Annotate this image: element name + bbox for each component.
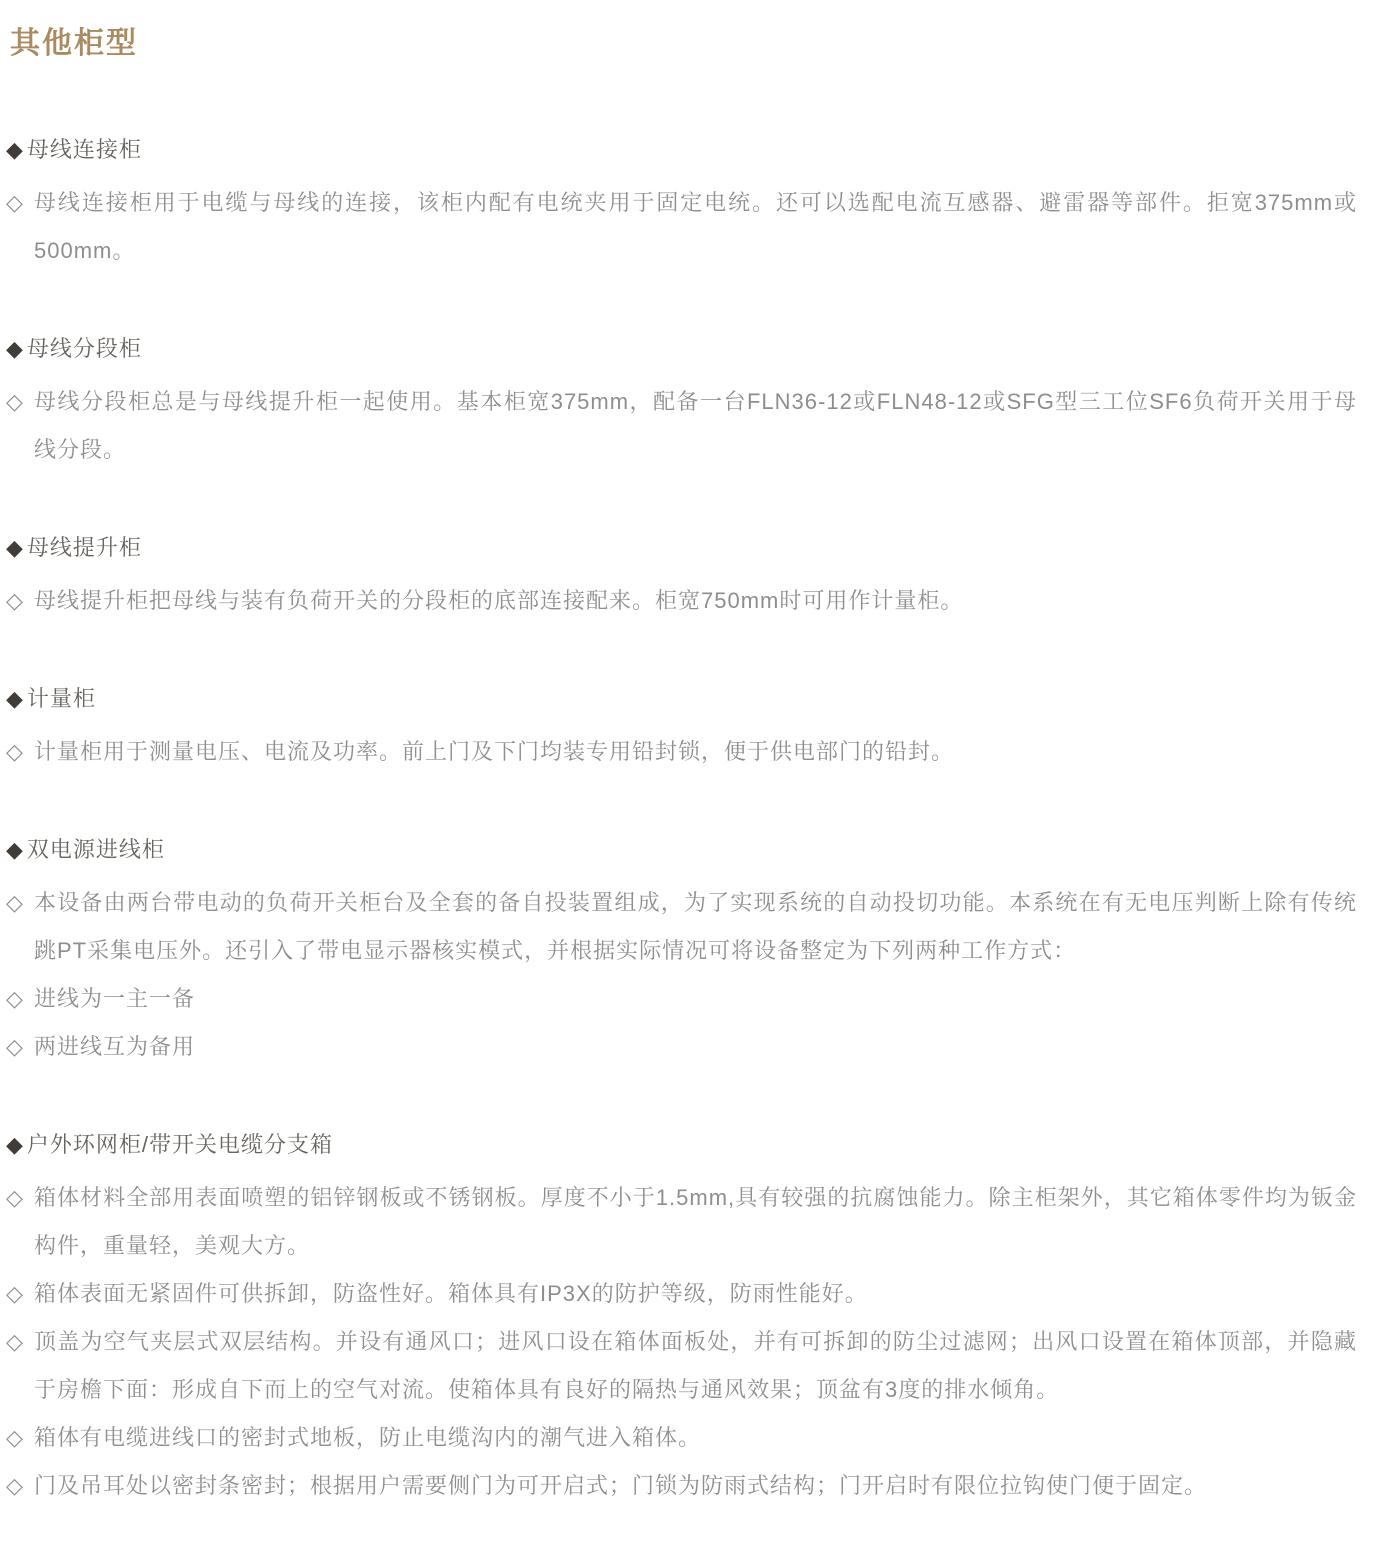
hollow-diamond-icon: ◇ xyxy=(6,739,24,764)
hollow-diamond-icon: ◇ xyxy=(6,1034,24,1059)
item-text: 进线为一主一备 xyxy=(34,986,196,1011)
bullet-item xyxy=(6,728,1357,776)
section-heading xyxy=(6,126,1357,174)
bullet-item xyxy=(6,975,1357,1023)
bullet-item xyxy=(6,1270,1357,1318)
item-text: 母线连接柜用于电缆与母线的连接，该柜内配有电统夹用于固定电统。还可以选配电流互感器、避雷器等部件。拒宽375mm或500mm。 xyxy=(34,190,1357,263)
hollow-diamond-icon: ◇ xyxy=(6,1425,24,1450)
hollow-diamond-icon: ◇ xyxy=(6,986,24,1011)
cabinet-section-3 xyxy=(6,524,1357,625)
item-text: 计量柜用于测量电压、电流及功率。前上门及下门均装专用铅封锁，便于供电部门的铅封。 xyxy=(34,739,955,764)
section-heading xyxy=(6,826,1357,874)
solid-diamond-icon: ◆ xyxy=(6,1132,24,1157)
section-heading-label: 母线连接柜 xyxy=(26,137,142,162)
item-text: 箱体表面无紧固件可供拆卸，防盗性好。箱体具有IP3X的防护等级，防雨性能好。 xyxy=(34,1281,868,1306)
section-heading-label: 户外环网柜/带开关电缆分支箱 xyxy=(26,1132,334,1157)
cabinet-section-5 xyxy=(6,826,1357,1071)
section-heading-label: 母线提升柜 xyxy=(26,535,142,560)
hollow-diamond-icon: ◇ xyxy=(6,389,24,414)
bullet-item xyxy=(6,577,1357,625)
section-heading xyxy=(6,675,1357,723)
hollow-diamond-icon: ◇ xyxy=(6,1329,24,1354)
item-text: 门及吊耳处以密封条密封；根据用户需要侧门为可开启式；门锁为防雨式结构；门开启时有限位拉钩使门便于固定。 xyxy=(34,1473,1208,1498)
section-heading-label: 双电源进线柜 xyxy=(26,837,165,862)
cabinet-section-1 xyxy=(6,126,1357,275)
bullet-item xyxy=(6,879,1357,975)
item-text: 母线分段柜总是与母线提升柜一起使用。基本柜宽375mm，配备一台FLN36-12或FLN48-12或SFG型三工位SF6负荷开关用于母线分段。 xyxy=(34,389,1357,462)
bullet-item xyxy=(6,1414,1357,1462)
hollow-diamond-icon: ◇ xyxy=(6,890,24,915)
cabinet-section-6 xyxy=(6,1121,1357,1510)
page-title: 其他柜型 xyxy=(10,27,138,60)
hollow-diamond-icon: ◇ xyxy=(6,190,24,215)
sections-container xyxy=(6,126,1357,1510)
item-text: 母线提升柜把母线与装有负荷开关的分段柜的底部连接配来。柜宽750mm时可用作计量柜。 xyxy=(34,588,964,613)
hollow-diamond-icon: ◇ xyxy=(6,1473,24,1498)
item-text: 顶盖为空气夹层式双层结构。并设有通风口；进风口设在箱体面板处，并有可拆卸的防尘过滤网；出风口设置在箱体顶部，并隐藏于房檐下面：形成自下而上的空气对流。使箱体具有良好的隔热与通风效果；顶盆有3度的排水倾角。 xyxy=(34,1329,1357,1402)
solid-diamond-icon: ◆ xyxy=(6,336,24,361)
bullet-item xyxy=(6,1023,1357,1071)
cabinet-section-2 xyxy=(6,325,1357,474)
bullet-item xyxy=(6,378,1357,474)
bullet-item xyxy=(6,1174,1357,1270)
section-heading xyxy=(6,325,1357,373)
item-text: 本设备由两台带电动的负荷开关柜台及全套的备自投装置组成，为了实现系统的自动投切功能。本系统在有无电压判断上除有传统跳PT采集电压外。还引入了带电显示器核实模式，并根据实际情况可将设备整定为下列两种工作方式： xyxy=(34,890,1357,963)
solid-diamond-icon: ◆ xyxy=(6,137,24,162)
item-text: 两进线互为备用 xyxy=(34,1034,196,1059)
solid-diamond-icon: ◆ xyxy=(6,837,24,862)
section-heading xyxy=(6,1121,1357,1169)
bullet-item xyxy=(6,1318,1357,1414)
section-heading-label: 计量柜 xyxy=(26,686,96,711)
hollow-diamond-icon: ◇ xyxy=(6,1185,24,1210)
cabinet-section-4 xyxy=(6,675,1357,776)
bullet-item xyxy=(6,1462,1357,1510)
solid-diamond-icon: ◆ xyxy=(6,535,24,560)
section-heading-label: 母线分段柜 xyxy=(26,336,142,361)
item-text: 箱体材料全部用表面喷塑的铝锌钢板或不锈钢板。厚度不小于1.5mm,具有较强的抗腐蚀能力。除主柜架外，其它箱体零件均为钣金构件，重量轻，美观大方。 xyxy=(34,1185,1357,1258)
item-text: 箱体有电缆进线口的密封式地板，防止电缆沟内的潮气进入箱体。 xyxy=(34,1425,702,1450)
solid-diamond-icon: ◆ xyxy=(6,686,24,711)
hollow-diamond-icon: ◇ xyxy=(6,1281,24,1306)
hollow-diamond-icon: ◇ xyxy=(6,588,24,613)
bullet-item xyxy=(6,179,1357,275)
section-heading xyxy=(6,524,1357,572)
